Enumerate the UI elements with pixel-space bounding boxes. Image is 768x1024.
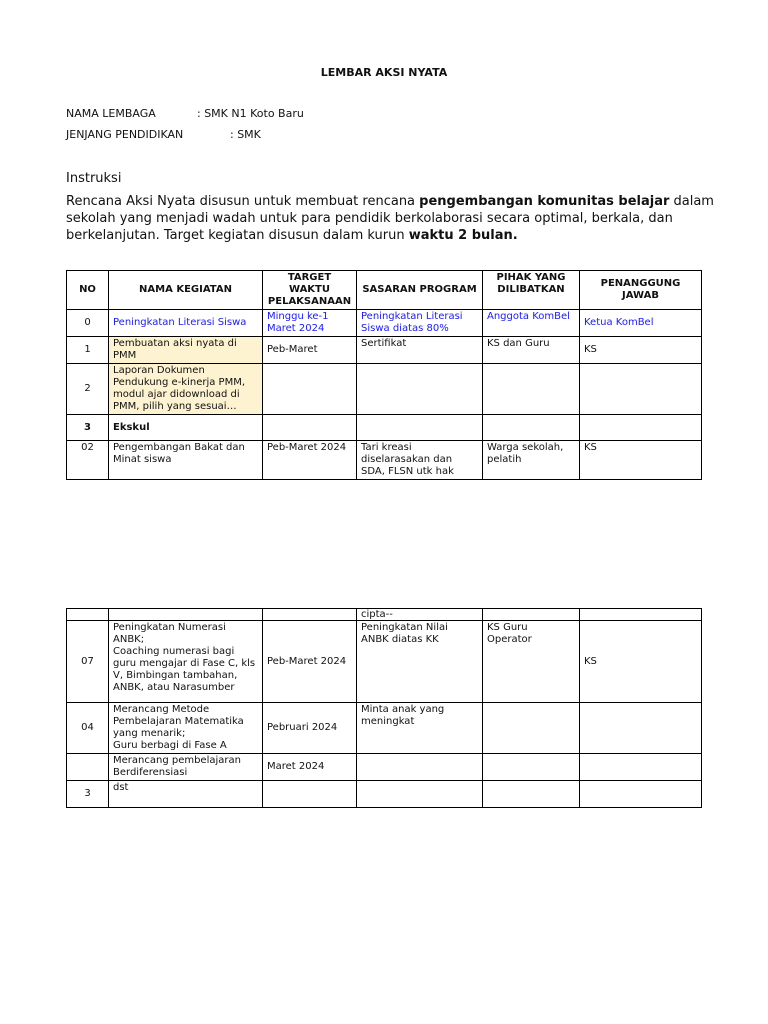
cell-penanggung	[580, 754, 702, 781]
cell-no: 02	[67, 441, 109, 480]
cell-kegiatan: Laporan Dokumen Pendukung e-kinerja PMM, modul ajar didownload di PMM, pilih yang sesuai…	[109, 364, 263, 415]
cell-kegiatan	[109, 609, 263, 621]
cell-target: Pebruari 2024	[263, 703, 357, 754]
cell-pihak	[483, 781, 580, 808]
table-row	[67, 703, 702, 754]
cell-penanggung	[580, 609, 702, 621]
table-row	[67, 415, 702, 441]
cell-target	[263, 781, 357, 808]
cell-sasaran	[357, 364, 483, 415]
header-penanggung: PENANGGUNG JAWAB	[580, 271, 702, 310]
cell-kegiatan: Pengembangan Bakat dan Minat siswa	[109, 441, 263, 480]
cell-penanggung	[580, 781, 702, 808]
cell-sasaran: Peningkatan Nilai ANBK diatas KK	[357, 621, 483, 703]
cell-kegiatan: Pembuatan aksi nyata di PMM	[109, 337, 263, 364]
cell-sasaran: Tari kreasi diselarasakan dan SDA, FLSN utk hak	[357, 441, 483, 480]
cell-pihak	[483, 703, 580, 754]
cell-target	[263, 609, 357, 621]
table-row	[67, 754, 702, 781]
cell-kegiatan: Merancang Metode Pembelajaran Matematika yang menarik; Guru berbagi di Fase A	[109, 703, 263, 754]
cell-pihak	[483, 609, 580, 621]
cell-target: Peb-Maret	[263, 337, 357, 364]
field-jenjang	[66, 128, 261, 141]
cell-sasaran: Minta anak yang meningkat	[357, 703, 483, 754]
cell-no	[67, 754, 109, 781]
instruction-text: Rencana Aksi Nyata disusun untuk membuat rencana	[66, 194, 420, 209]
header-sasaran: SASARAN PROGRAM	[357, 271, 483, 310]
cell-pihak: KS Guru Operator	[483, 621, 580, 703]
cell-target: Maret 2024	[263, 754, 357, 781]
cell-penanggung: KS	[580, 441, 702, 480]
table-row	[67, 781, 702, 808]
cell-target	[263, 364, 357, 415]
cell-penanggung	[580, 703, 702, 754]
cell-sasaran: Sertifikat	[357, 337, 483, 364]
field-nama-lembaga	[66, 107, 304, 120]
cell-no: 2	[67, 364, 109, 415]
cell-pihak	[483, 415, 580, 441]
header-pihak: PIHAK YANG DILIBATKAN	[483, 271, 580, 310]
cell-pihak	[483, 754, 580, 781]
cell-sasaran: cipta--	[357, 609, 483, 621]
cell-kegiatan: Merancang pembelajaran Berdiferensiasi	[109, 754, 263, 781]
cell-pihak: Anggota KomBel	[483, 310, 580, 337]
cell-target: Minggu ke-1 Maret 2024	[263, 310, 357, 337]
cell-no: 07	[67, 621, 109, 703]
cell-pihak: KS dan Guru	[483, 337, 580, 364]
cell-kegiatan: Peningkatan Literasi Siswa	[109, 310, 263, 337]
cell-no: 04	[67, 703, 109, 754]
table-row	[67, 310, 702, 337]
cell-no: 0	[67, 310, 109, 337]
table-row	[67, 364, 702, 415]
instruction-bold: waktu 2 bulan.	[408, 228, 518, 243]
cell-sasaran	[357, 415, 483, 441]
cell-no	[67, 609, 109, 621]
instruction-text: dalam sekolah yang menjadi wadah untuk para pendidik berkolaborasi secara optimal, berkala, dan berkelanjutan. Target kegiatan disusun dalam kurun	[66, 194, 714, 243]
cell-kegiatan: dst	[109, 781, 263, 808]
instruction-paragraph	[66, 193, 716, 244]
table-row	[67, 621, 702, 703]
cell-target	[263, 415, 357, 441]
cell-penanggung	[580, 364, 702, 415]
cell-penanggung: KS	[580, 337, 702, 364]
instruction-bold: pengembangan komunitas belajar	[419, 194, 670, 209]
cell-pihak: Warga sekolah, pelatih	[483, 441, 580, 480]
cell-sasaran: Peningkatan Literasi Siswa diatas 80%	[357, 310, 483, 337]
header-target-waktu: TARGET WAKTU PELAKSANAAN	[263, 271, 357, 310]
cell-target: Peb-Maret 2024	[263, 441, 357, 480]
cell-target: Peb-Maret 2024	[263, 621, 357, 703]
header-nama-kegiatan: NAMA KEGIATAN	[109, 271, 263, 310]
cell-sasaran	[357, 781, 483, 808]
field-label: JENJANG PENDIDIKAN	[66, 128, 184, 141]
table-row	[67, 441, 702, 480]
instruction-heading: Instruksi	[66, 171, 122, 186]
table-row	[67, 609, 702, 621]
cell-penanggung	[580, 415, 702, 441]
activity-table-bottom	[66, 608, 702, 808]
cell-no: 3	[67, 781, 109, 808]
table-row	[67, 337, 702, 364]
cell-no: 1	[67, 337, 109, 364]
cell-sasaran	[357, 754, 483, 781]
cell-pihak	[483, 364, 580, 415]
cell-kegiatan: Peningkatan Numerasi ANBK; Coaching numerasi bagi guru mengajar di Fase C, kls V, Bimbingan tambahan, ANBK, atau Narasumber	[109, 621, 263, 703]
cell-penanggung: KS	[580, 621, 702, 703]
field-value: : SMK	[230, 128, 261, 141]
table-header-row	[67, 271, 702, 310]
header-no: NO	[67, 271, 109, 310]
page-title: LEMBAR AKSI NYATA	[320, 66, 448, 79]
cell-kegiatan: Ekskul	[109, 415, 263, 441]
field-label: NAMA LEMBAGA	[66, 107, 156, 120]
cell-no: 3	[67, 415, 109, 441]
field-value: : SMK N1 Koto Baru	[197, 107, 304, 120]
activity-table-top	[66, 270, 702, 480]
cell-penanggung: Ketua KomBel	[580, 310, 702, 337]
